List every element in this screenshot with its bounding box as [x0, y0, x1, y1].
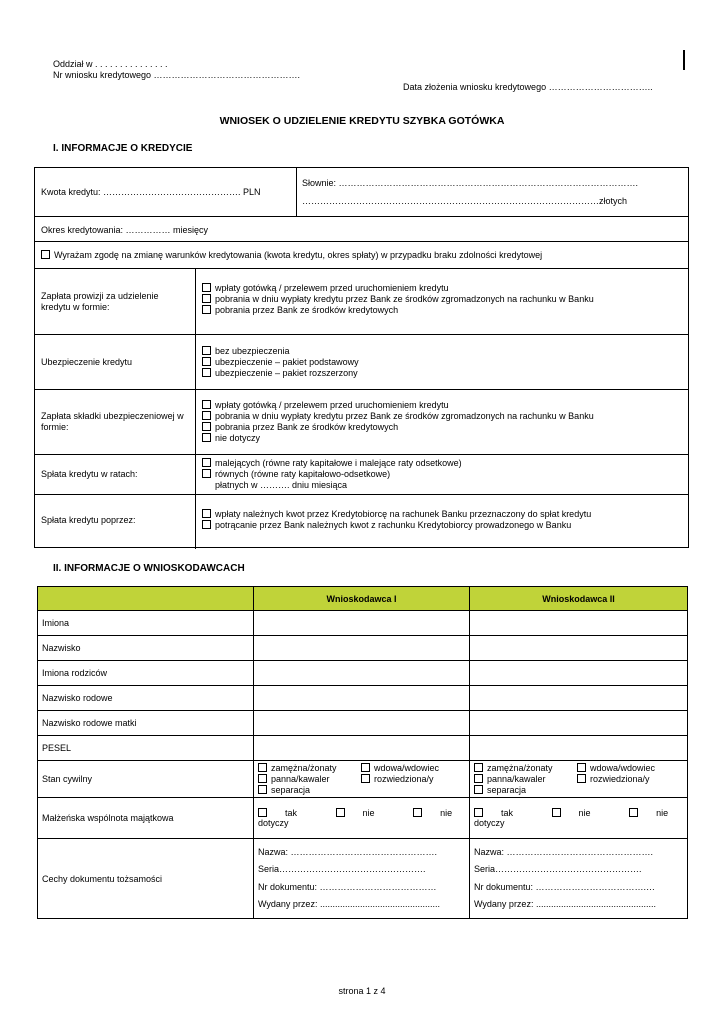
row-label: Imiona rodziców	[38, 661, 254, 686]
checkbox[interactable]	[202, 520, 211, 529]
checkbox[interactable]	[202, 400, 211, 409]
credit-period-field[interactable]: Okres kredytowania: …………… miesięcy	[41, 225, 209, 235]
checkbox[interactable]	[258, 763, 267, 772]
marital-option[interactable]: panna/kawaler	[474, 774, 577, 785]
checkbox[interactable]	[202, 433, 211, 442]
community-option[interactable]: nie	[336, 808, 393, 818]
community-option[interactable]: nie dotyczy	[258, 808, 453, 828]
premium-options	[202, 400, 594, 444]
submission-date-field[interactable]: Data złożenia wniosku kredytowego ……………………………..	[403, 82, 653, 92]
applicant1-parents-names[interactable]	[254, 661, 470, 686]
checkbox[interactable]	[577, 774, 586, 783]
applicant1-community-property	[254, 798, 470, 839]
row-label: Nazwisko	[38, 636, 254, 661]
premium-option[interactable]: pobrania przez Bank ze środków kredytowych	[202, 422, 594, 433]
amount-in-words-line2[interactable]: ………………………………………………………………………………………złotych	[302, 196, 628, 206]
document-series-field[interactable]: Seria………………………………………….	[258, 864, 426, 874]
row-label: Cechy dokumentu tożsamości	[38, 839, 254, 919]
consent-label: Wyrażam zgodę na zmianę warunków kredytowania (kwota kredytu, okres spłaty) w przypadku braku zdolności kredytowej	[54, 250, 543, 260]
installments-options	[202, 458, 462, 491]
commission-option[interactable]: pobrania w dniu wypłaty kredytu przez Bank ze środków zgromadzonych na rachunku w Banku	[202, 294, 594, 305]
document-name-field[interactable]: Nazwa: ………………………………………….	[258, 846, 438, 857]
marital-option[interactable]: wdowa/wdowiec	[361, 763, 439, 774]
checkbox[interactable]	[202, 469, 211, 478]
section2-heading: II. INFORMACJE O WNIOSKODAWCACH	[53, 563, 245, 574]
document-name-field[interactable]: Nazwa: ………………………………………….	[474, 846, 654, 857]
checkbox[interactable]	[474, 808, 483, 817]
checkbox[interactable]	[202, 411, 211, 420]
checkbox[interactable]	[361, 774, 370, 783]
marital-option[interactable]: zamężna/żonaty	[474, 763, 577, 774]
application-number-field[interactable]: Nr wniosku kredytowego ………………………………………….	[53, 70, 301, 80]
commission-option[interactable]: pobrania przez Bank ze środków kredytowych	[202, 305, 594, 316]
amount-in-words-line1[interactable]: Słownie: ……………………………………………………………………………………….	[302, 178, 639, 188]
document-issuer-field[interactable]: Wydany przez: ................................................	[474, 899, 656, 909]
applicant2-family-name[interactable]	[470, 686, 688, 711]
page-title: WNIOSEK O UDZIELENIE KREDYTU SZYBKA GOTÓWKA	[219, 115, 505, 127]
commission-option[interactable]: wpłaty gotówką / przelewem przed uruchomieniem kredytu	[202, 283, 594, 294]
table-row	[38, 736, 688, 761]
checkbox[interactable]	[202, 458, 211, 467]
checkbox[interactable]	[202, 357, 211, 366]
applicant1-family-name[interactable]	[254, 686, 470, 711]
document-number-field[interactable]: Nr dokumentu: ……………………………….…	[474, 881, 656, 892]
community-option[interactable]: tak	[474, 808, 531, 818]
checkbox[interactable]	[474, 774, 483, 783]
branch-field[interactable]: Oddział w . . . . . . . . . . . . . . .	[53, 59, 168, 69]
checkbox[interactable]	[202, 509, 211, 518]
applicant2-parents-names[interactable]	[470, 661, 688, 686]
row-label: Imiona	[38, 611, 254, 636]
checkbox[interactable]	[336, 808, 345, 817]
table-header	[38, 587, 688, 611]
checkbox[interactable]	[202, 294, 211, 303]
insurance-label: Ubezpieczenie kredytu	[41, 357, 133, 367]
premium-label: Zapłata składki ubezpieczeniowej w formie:	[41, 411, 184, 432]
community-option[interactable]: tak	[258, 808, 315, 818]
applicant2-mother-maiden-name[interactable]	[470, 711, 688, 736]
checkbox[interactable]	[202, 368, 211, 377]
document-issuer-field[interactable]: Wydany przez: ................................................	[258, 899, 440, 909]
credit-info-section	[34, 167, 689, 548]
applicants-table	[37, 586, 688, 919]
insurance-options	[202, 346, 359, 379]
table-row	[38, 839, 688, 919]
payment-day-field[interactable]: płatnych w ………. dniu miesiąca	[215, 480, 348, 490]
row-label: Nazwisko rodowe	[38, 686, 254, 711]
insurance-option[interactable]: ubezpieczenie – pakiet rozszerzony	[202, 368, 359, 379]
consent-row	[41, 250, 542, 261]
community-option[interactable]: nie	[552, 808, 609, 818]
margin-bar	[683, 50, 685, 70]
marital-option[interactable]: rozwiedziona/y	[577, 774, 655, 785]
table-row	[38, 798, 688, 839]
applicant1-surname[interactable]	[254, 636, 470, 661]
table-row	[38, 611, 688, 636]
applicant1-first-names[interactable]	[254, 611, 470, 636]
applicant1-mother-maiden-name[interactable]	[254, 711, 470, 736]
checkbox[interactable]	[202, 283, 211, 292]
applicant1-marital-status	[254, 761, 470, 798]
repayment-label: Spłata kredytu poprzez:	[41, 515, 136, 525]
checkbox[interactable]	[258, 785, 267, 794]
row-label: Małżeńska wspólnota majątkowa	[38, 798, 254, 839]
checkbox[interactable]	[361, 763, 370, 772]
marital-option[interactable]: separacja	[258, 785, 361, 796]
applicant2-community-property	[470, 798, 688, 839]
checkbox[interactable]	[413, 808, 422, 817]
insurance-option[interactable]: bez ubezpieczenia	[202, 346, 359, 357]
consent-checkbox[interactable]	[41, 250, 50, 259]
applicant2-id-document	[470, 839, 688, 919]
premium-option[interactable]: nie dotyczy	[202, 433, 594, 444]
repayment-option[interactable]: potrącanie przez Bank należnych kwot z rachunku Kredytobiorcy prowadzonego w Banku	[202, 520, 591, 531]
checkbox[interactable]	[202, 305, 211, 314]
repayment-options	[202, 509, 591, 531]
section1-heading: I. INFORMACJE O KREDYCIE	[53, 143, 193, 154]
repayment-option[interactable]: wpłaty należnych kwot przez Kredytobiorcę na rachunek Banku przeznaczony do spłat kredytu	[202, 509, 591, 520]
marital-option[interactable]: wdowa/wdowiec	[577, 763, 655, 774]
marital-option[interactable]: rozwiedziona/y	[361, 774, 439, 785]
checkbox[interactable]	[258, 774, 267, 783]
checkbox[interactable]	[474, 763, 483, 772]
header-empty-cell	[38, 587, 254, 611]
commission-label: Zapłata prowizji za udzielenie kredytu w formie:	[41, 291, 159, 312]
table-row	[38, 661, 688, 686]
checkbox[interactable]	[629, 808, 638, 817]
premium-option[interactable]: wpłaty gotówką / przelewem przed uruchomieniem kredytu	[202, 400, 594, 411]
table-row	[38, 636, 688, 661]
document-number-field[interactable]: Nr dokumentu: …………………………………	[258, 881, 437, 892]
premium-option[interactable]: pobrania w dniu wypłaty kredytu przez Bank ze środków zgromadzonych na rachunku w Banku	[202, 411, 594, 422]
document-series-field[interactable]: Seria………………………………………….	[474, 864, 642, 874]
applicant1-pesel[interactable]	[254, 736, 470, 761]
table-row	[38, 686, 688, 711]
checkbox[interactable]	[202, 346, 211, 355]
applicant2-surname[interactable]	[470, 636, 688, 661]
applicant1-header: Wnioskodawca I	[254, 587, 470, 611]
community-option[interactable]: nie dotyczy	[474, 808, 669, 828]
commission-options	[202, 283, 594, 316]
marital-option[interactable]: zamężna/żonaty	[258, 763, 361, 774]
row-label: Stan cywilny	[38, 761, 254, 798]
page-number: strona 1 z 4	[338, 986, 386, 996]
checkbox[interactable]	[577, 763, 586, 772]
checkbox[interactable]	[202, 422, 211, 431]
row-label: PESEL	[38, 736, 254, 761]
checkbox[interactable]	[258, 808, 267, 817]
applicant2-first-names[interactable]	[470, 611, 688, 636]
applicant2-header: Wnioskodawca II	[470, 587, 688, 611]
applicant2-pesel[interactable]	[470, 736, 688, 761]
installments-option[interactable]: malejących (równe raty kapitałowe i malejące raty odsetkowe)	[202, 458, 462, 469]
insurance-option[interactable]: ubezpieczenie – pakiet podstawowy	[202, 357, 359, 368]
installments-option[interactable]: równych (równe raty kapitałowo-odsetkowe)	[202, 469, 462, 480]
marital-option[interactable]: separacja	[474, 785, 577, 796]
applicant2-marital-status	[470, 761, 688, 798]
table-row	[38, 711, 688, 736]
checkbox[interactable]	[552, 808, 561, 817]
applicant1-id-document	[254, 839, 470, 919]
credit-amount-field[interactable]: Kwota kredytu: ………………………………………. PLN	[41, 187, 261, 197]
checkbox[interactable]	[474, 785, 483, 794]
row-label: Nazwisko rodowe matki	[38, 711, 254, 736]
marital-option[interactable]: panna/kawaler	[258, 774, 361, 785]
installments-label: Spłata kredytu w ratach:	[41, 469, 138, 479]
table-row	[38, 761, 688, 798]
